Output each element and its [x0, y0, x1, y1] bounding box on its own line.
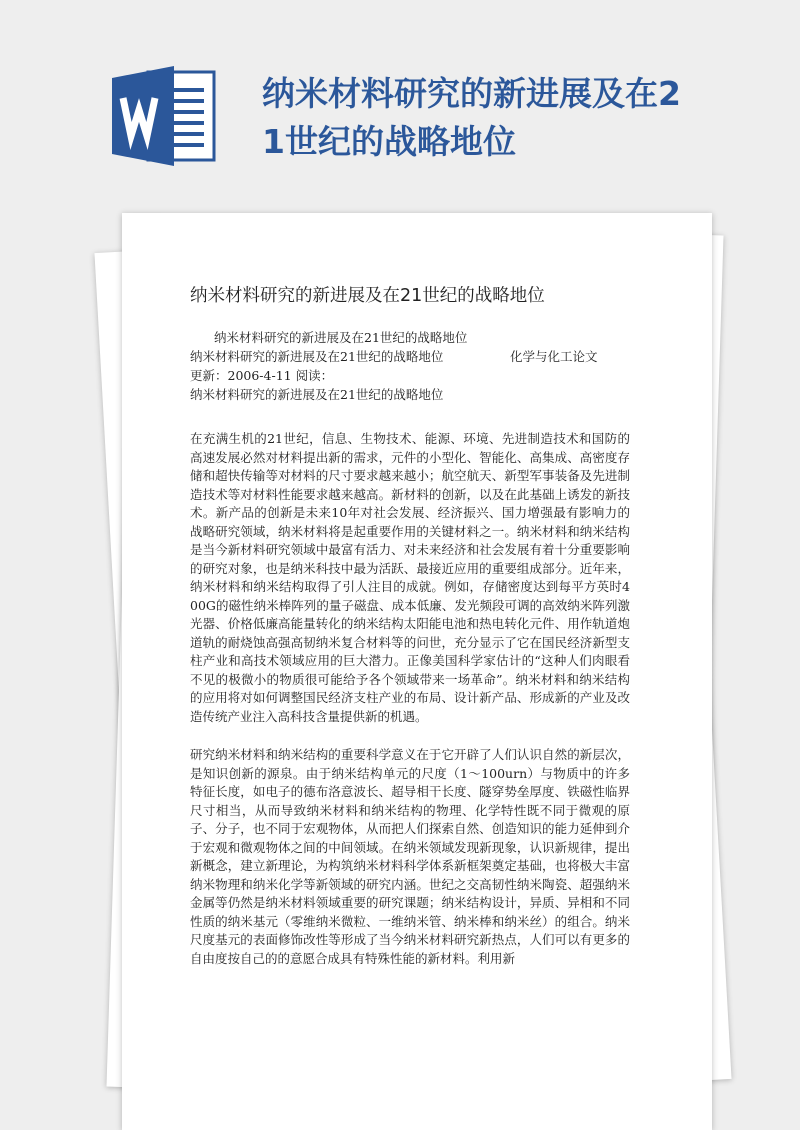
meta-line: 纳米材料研究的新进展及在21世纪的战略地位 — [214, 330, 468, 345]
word-document-icon — [112, 66, 216, 166]
document-meta — [190, 328, 630, 404]
document-title: 纳米材料研究的新进展及在21世纪的战略地位 — [190, 286, 545, 306]
page-header — [0, 0, 800, 200]
body-paragraph: 在充满生机的21世纪，信息、生物技术、能源、环境、先进制造技术和国防的高速发展必然对材料提出新的需求，元件的小型化、智能化、高集成、高密度存储和超快传输等对材料的尺寸要求越来越小；航空航天、新型军事装备及先进制造技术等对材料性能要求越来越高。新材料的创新，以及在此基础上诱发的新技术。新产品的创新是未来10年对社会发展、经济振兴、国力增强最有影响力的战略研究领域，纳米材料将是起重要作用的关键材料之一。纳米材料和纳米结构是当今新材料研究领域中最富有活力、对未来经济和社会发展有着十分重要影响的研究对象，也是纳米科技中最为活跃、最接近应用的重要组成部分。近年来，纳米材料和纳米结构取得了引人注目的成就。例如，存储密度达到每平方英时400G的磁性纳米棒阵列的量子磁盘、成本低廉、发光频段可调的高效纳米阵列激光器、价格低廉高能量转化的纳米结构太阳能电池和热电转化元件、用作轨道炮道轨的耐烧蚀高强高韧纳米复合材料等的问世，充分显示了它在国民经济新型支柱产业和高技术领域应用的巨大潜力。正像美国科学家估计的“这种人们肉眼看不见的极微小的物质很可能给予各个领域带来一场革命”。纳米材料和纳米结构的应用将对如何调整国民经济支柱产业的布局、设计新产品、形成新的产业及改造传统产业注入高科技含量提供新的机遇。 — [190, 431, 630, 724]
meta-line: 纳米材料研究的新进展及在21世纪的战略地位 — [190, 349, 444, 364]
body-paragraph: 研究纳米材料和纳米结构的重要科学意义在于它开辟了人们认识自然的新层次，是知识创新的源泉。由于纳米结构单元的尺度（1～100urn）与物质中的许多特征长度，如电子的德布洛意波长、超导相干长度、隧穿势垒厚度、铁磁性临界尺寸相当，从而导致纳米材料和纳米结构的物理、化学特性既不同于微观的原子、分子，也不同于宏观物体，从而把人们探索自然、创造知识的能力延伸到介于宏观和微观物体之间的中间领域。在纳米领域发现新现象，认识新规律，提出新概念，建立新理论，为构筑纳米材料科学体系新框架奠定基础，也将极大丰富纳米物理和纳米化学等新领域的研究内涵。世纪之交高韧性纳米陶瓷、超强纳米金属等仍然是纳米材料领域重要的研究课题；纳米结构设计，异质、异相和不同性质的纳米基元（零维纳米微粒、一维纳米管、纳米棒和纳米丝）的组合。纳米尺度基元的表面修饰改性等形成了当今纳米材料研究新热点，人们可以有更多的自由度按自己的的意愿合成具有特殊性能的新材料。利用新 — [190, 747, 630, 966]
meta-category: 化学与化工论文 — [510, 349, 598, 364]
meta-update-line: 更新：2006-4-11 阅读： — [190, 368, 334, 383]
header-title: 纳米材料研究的新进展及在21世纪的战略地位 — [262, 74, 681, 161]
meta-line: 纳米材料研究的新进展及在21世纪的战略地位 — [190, 387, 444, 402]
